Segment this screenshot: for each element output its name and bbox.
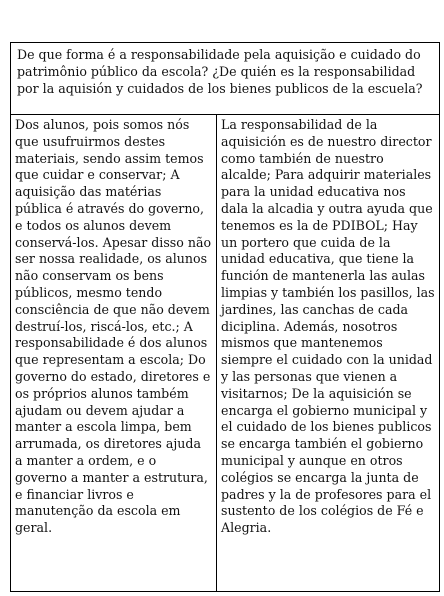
table-header-question: De que forma é a responsabilidade pela aquisição e cuidado do patrimônio público da escola? ¿De quién es la responsabilidad por la aquisión y cuidados de los bienes publicos de la escuela?	[11, 43, 439, 115]
table-body-row	[11, 115, 439, 591]
answer-cell-portuguese: Dos alunos, pois somos nós que usufruirmos destes materiais, sendo assim temos que cuidar e conservar; A aquisição das matérias pública é através do governo, e todos os alunos devem conservá-los. Apesar disso não ser nossa realidade, os alunos não conservam os bens públicos, mesmo tendo consciência de que não devem destruí-los, riscá-los, etc.; A responsabilidade é dos alunos que representam a escola; Do governo do estado, diretores e os próprios alunos também ajudam ou devem ajudar a manter a escola limpa, bem arrumada, os diretores ajuda a manter a ordem, e o governo a manter a estrutura, e financiar livros e manutenção da escola em geral.	[11, 115, 217, 591]
answer-cell-spanish: La responsabilidad de la aquisición es de nuestro director como también de nuestro alcalde; Para adquirir materiales para la unidad educativa nos dala la alcadia y outra ayuda que tenemos es la de PDIBOL; Hay un portero que cuida de la unidad educativa, que tiene la función de mantenerla las aulas limpias y también los pasillos, las jardines, las canchas de cada diciplina. Además, nosotros mismos que mantenemos siempre el cuidado con la unidad y las personas que vienen a visitarnos; De la aquisición se encarga el gobierno municipal y el cuidado de los bienes publicos se encarga también el gobierno municipal y aunque en otros colégios se encarga la junta de padres y la de profesores para el sustento de los colégios de Fé e Alegria.	[221, 117, 435, 536]
comparison-table	[10, 42, 440, 592]
